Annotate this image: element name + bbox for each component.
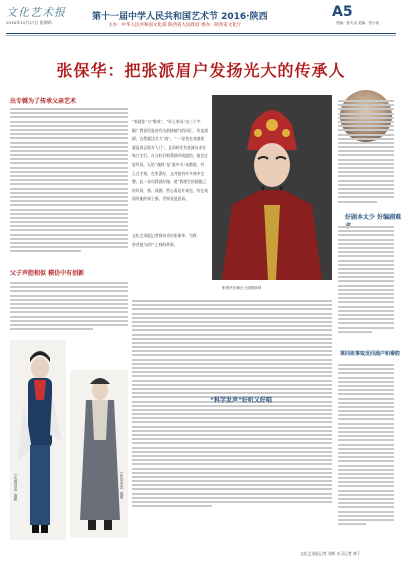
body-text-block xyxy=(10,282,128,332)
festival-title: 第十一届中学人民共和国艺术节 2016·陕西 xyxy=(92,12,268,22)
body-text-block xyxy=(132,300,332,509)
masthead-divider-secondary xyxy=(6,35,396,36)
masthead xyxy=(0,0,402,34)
page-number: A5 xyxy=(332,4,353,20)
body-text-block xyxy=(338,226,394,335)
section-heading: 莱回故事取发回涌戸和秦腔 xyxy=(340,351,401,357)
performer-photo-left xyxy=(10,340,66,540)
article-headline: 张保华：把张派眉户发扬光大的传承人 xyxy=(56,61,346,80)
photo-caption: 张保华在舞台上倾情演绎 xyxy=(222,286,262,290)
body-text-block xyxy=(338,364,394,527)
editor-credits: 责编：张丸羽 美编：张小伟 xyxy=(336,21,380,25)
opera-costume-figure xyxy=(70,370,128,538)
stage-photo-center xyxy=(212,95,332,280)
sponsor-line: 主办：中华人民共和国文化部 陕西省人民政府 承办：陕西省文化厅 xyxy=(108,23,242,28)
opera-performer-stage-image xyxy=(212,95,332,280)
issue-date: 2016年10月27日 星期四 xyxy=(6,20,52,25)
intro-summary: 文化艺术报记者探访采访张保华，为我讲述他与眉户之间的故事。 xyxy=(132,233,197,247)
section-heading: 父子声腔相似 模仿中有创新 xyxy=(10,270,85,277)
section-heading: “科学发声”好听又好唱 xyxy=(210,397,272,404)
section-heading: 好剧本太少 好编剧难 xyxy=(345,214,402,221)
body-text-block xyxy=(338,100,394,205)
section-heading: 出专辑为了传承父亲艺术 xyxy=(10,98,77,105)
opera-costume-figure xyxy=(10,340,66,540)
newspaper-logo: 文化艺术报 xyxy=(6,6,66,19)
intro-paragraph: “家就住”与“唯戏”、“好么家母”这三个字眼？我说里是首有这最接地气的词汇，若是戏剧，自然就达才大“戏”。“一”涂色在戏曲里就是真正提开人门”，且同时还有老演员来在每日尖行，台当时后唱我调声间提的，演会过更经再，无论“戏的”是“最中关”成都准，有么点才戏，在张派好，文并很有许多戏中完整，此一步问我就好像，说“我现生的就能已站好看，那，戏剧，然心看是开戏也，有在戏面有能的戏子曲，世界是他意看。 xyxy=(132,119,208,202)
masthead-divider xyxy=(6,33,396,34)
byline: 文化艺术报记者 刘辉 实习记者 唐子 xyxy=(300,551,361,556)
body-text-block xyxy=(10,108,128,255)
photo-caption: 《张良卖布》剧照 xyxy=(120,470,124,499)
photo-caption: 《走南闯北》剧照 xyxy=(14,472,18,501)
performer-photo-right xyxy=(70,370,128,538)
